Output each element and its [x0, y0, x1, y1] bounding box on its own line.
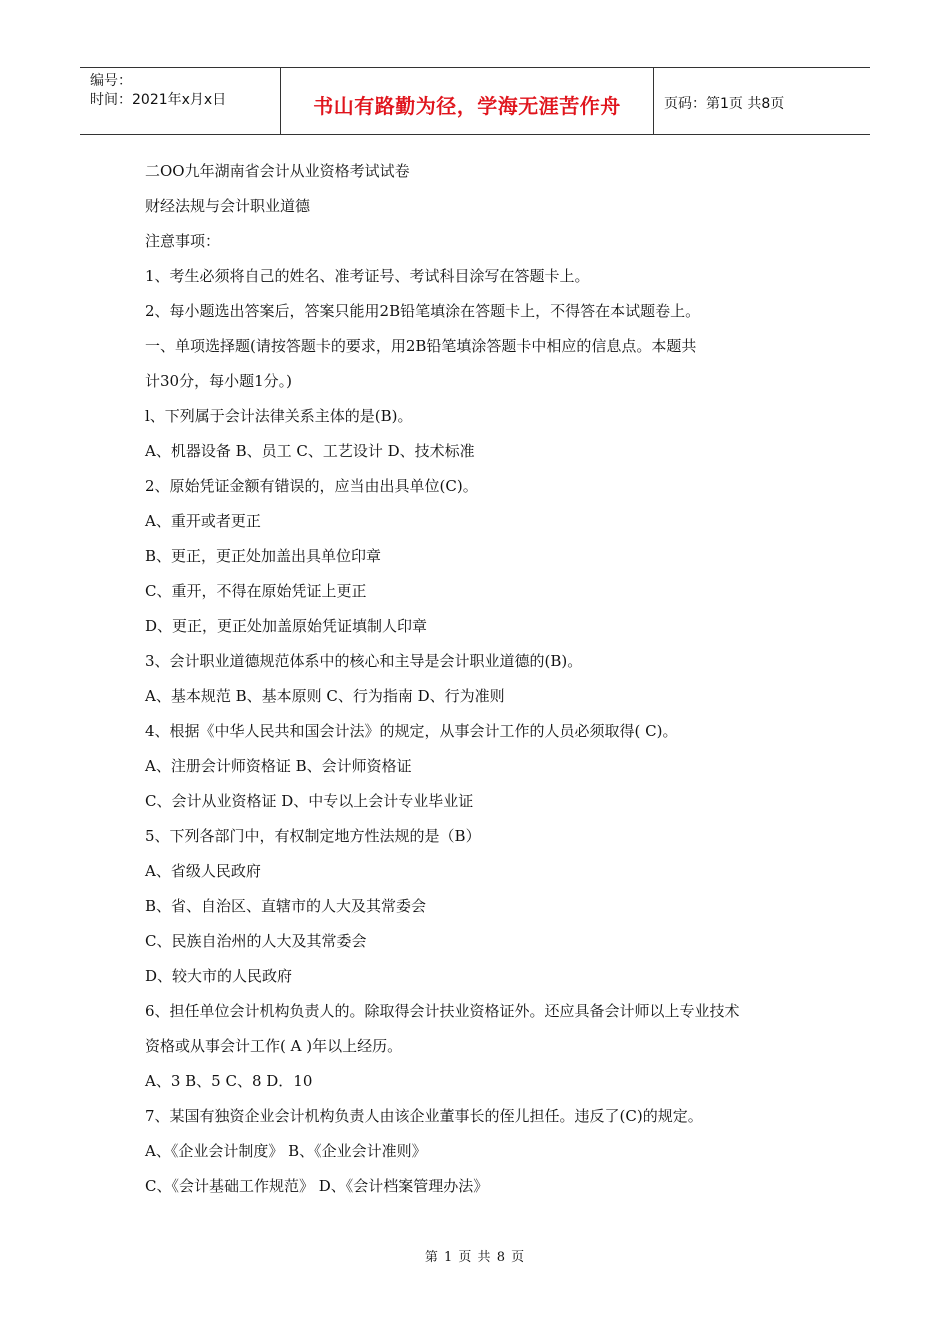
document-header [80, 67, 870, 135]
question-option: C、重开，不得在原始凭证上更正 [145, 582, 367, 600]
section-heading-cont: 计30分，每小题1分。) [145, 372, 292, 390]
header-meta-cell [80, 68, 281, 134]
note-item: 1、考生必须将自己的姓名、准考证号、考试科目涂写在答题卡上。 [145, 267, 590, 285]
section-heading: 一、单项选择题(请按答题卡的要求，用2B铅笔填涂答题卡中相应的信息点。本题共 [145, 337, 697, 355]
time-label: 时间：2021年x月x日 [90, 92, 227, 108]
page-code: 页码：第1页 共8页 [664, 96, 785, 112]
note-item: 2、每小题选出答案后，答案只能用2B铅笔填涂在答题卡上，不得答在本试题卷上。 [145, 302, 701, 320]
question-options: C、《会计基础工作规范》 D、《会计档案管理办法》 [145, 1177, 489, 1195]
question-options: A、注册会计师资格证 B、会计师资格证 [145, 757, 412, 775]
question-text: 5、下列各部门中，有权制定地方性法规的是（B） [145, 827, 481, 845]
question-options: C、会计从业资格证 D、中专以上会计专业毕业证 [145, 792, 474, 810]
question-option: A、省级人民政府 [145, 862, 261, 880]
question-text-cont: 资格或从事会计工作( A )年以上经历。 [145, 1037, 403, 1055]
motto-text: 书山有路勤为径，学海无涯苦作舟 [313, 93, 621, 118]
question-option: B、省、自治区、直辖市的人大及其常委会 [145, 897, 427, 915]
question-text: 7、某国有独资企业会计机构负责人由该企业董事长的侄儿担任。违反了(C)的规定。 [145, 1107, 703, 1125]
question-text: 3、会计职业道德规范体系中的核心和主导是会计职业道德的(B)。 [145, 652, 583, 670]
exam-subject: 财经法规与会计职业道德 [145, 197, 311, 215]
question-option: D、更正，更正处加盖原始凭证填制人印章 [145, 617, 428, 635]
exam-title: 二OO九年湖南省会计从业资格考试试卷 [145, 162, 410, 180]
document-body [145, 158, 825, 1208]
question-text: 2、原始凭证金额有错误的，应当由出具单位(C)。 [145, 477, 478, 495]
question-options: A、3 B、5 C、8 D．10 [145, 1072, 313, 1090]
question-options: A、机器设备 B、员工 C、工艺设计 D、技术标准 [145, 442, 475, 460]
header-motto-cell [281, 68, 654, 134]
question-option: B、更正，更正处加盖出具单位印章 [145, 547, 382, 565]
question-text: 6、担任单位会计机构负责人的。除取得会计扶业资格证外。还应具备会计师以上专业技术 [145, 1002, 740, 1020]
question-option: C、民族自治州的人大及其常委会 [145, 932, 367, 950]
question-text: 4、根据《中华人民共和国会计法》的规定，从事会计工作的人员必须取得( C)。 [145, 722, 678, 740]
question-options: A、基本规范 B、基本原则 C、行为指南 D、行为准则 [145, 687, 505, 705]
page-footer: 第 1 页 共 8 页 [424, 1250, 526, 1265]
question-option: A、重开或者更正 [145, 512, 261, 530]
question-options: A、《企业会计制度》 B、《企业会计准则》 [145, 1142, 427, 1160]
serial-number-label: 编号： [90, 73, 132, 89]
notes-heading: 注意事项： [145, 232, 221, 250]
question-option: D、较大市的人民政府 [145, 967, 293, 985]
question-text: l、下列属于会计法律关系主体的是(B)。 [145, 407, 413, 425]
header-page-cell [654, 68, 870, 134]
